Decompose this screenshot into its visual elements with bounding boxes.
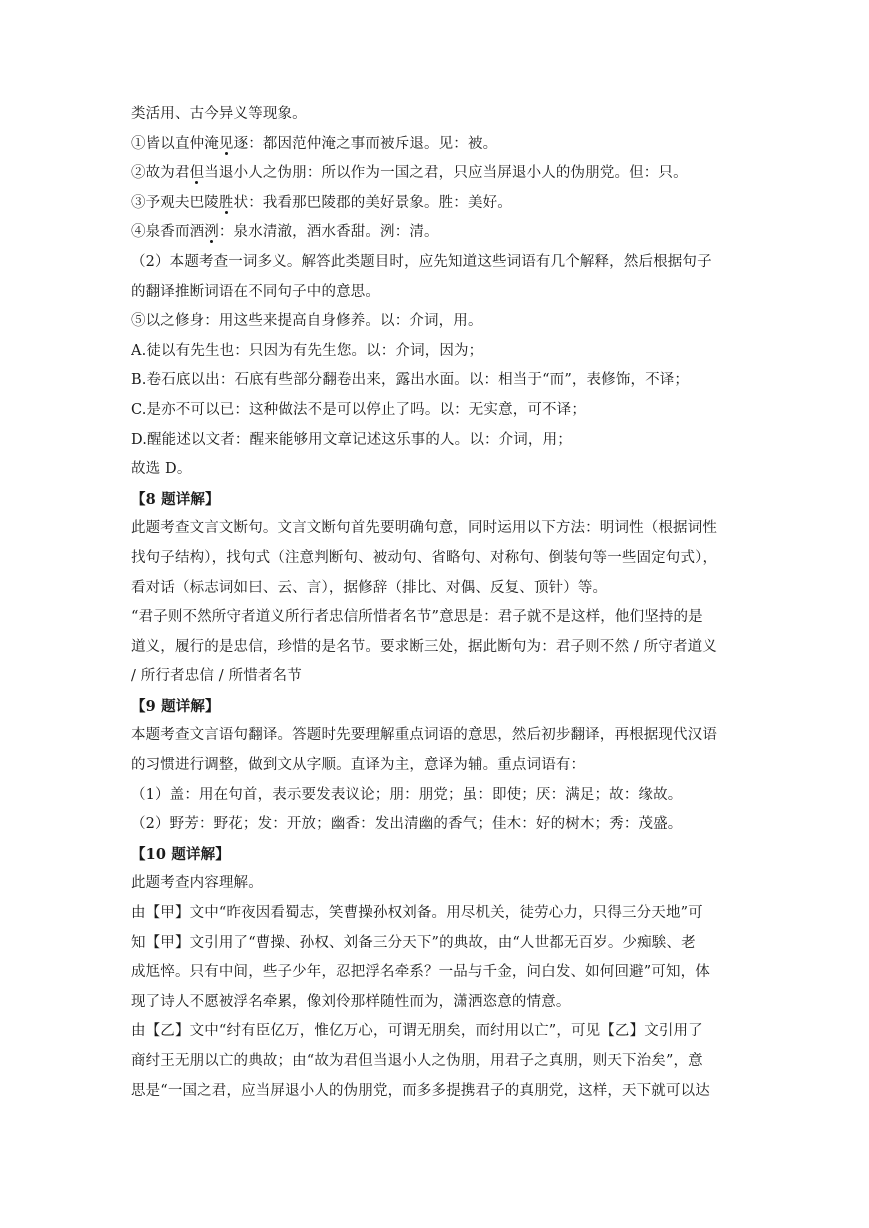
text-line-30: 成尪悴。只有中间，些子少年，忍把浮名牵系？一品与千金，问白发、如何回避”可知，体 xyxy=(131,964,710,981)
text-line-16: 找句子结构），找句式（注意判断句、被动句、省略句、对称句、倒装句等一些固定句式）， xyxy=(131,549,718,566)
text-line-3: ②故为君但当退小人之伪朋：所以作为一国之君，只应当屏退小人的伪朋党。但：只。 xyxy=(131,165,688,182)
text-line-28: 由【甲】文中“昨夜因看蜀志，笑曹操孙权刘备。用尽机关，徒劳心力，只得三分天地”可 xyxy=(131,905,703,922)
section-heading-9: 【9 题详解】 xyxy=(131,697,220,715)
text-line-24: （1）盖：用在句首，表示要发表议论；朋：朋党；虽：即使；厌：满足；故：缘故。 xyxy=(131,786,683,803)
text-line-10: B.卷石底以出：石底有些部分翻卷出来，露出水面。以：相当于“而”，表修饰，不译； xyxy=(131,372,690,389)
text-line-9: A.徒以有先生也：只因为有先生您。以：介词，因为； xyxy=(131,342,484,359)
section-heading-8: 【8 题详解】 xyxy=(131,490,220,508)
text-line-7: 的翻译推断词语在不同句子中的意思。 xyxy=(131,283,381,300)
text-line-22: 本题考查文言语句翻译。答题时先要理解重点词语的意思，然后初步翻译，再根据现代汉语 xyxy=(131,727,717,744)
text-line-5: ④泉香而酒洌：泉水清澈，酒水香甜。洌：清。 xyxy=(131,224,439,241)
text-line-4: ③予观夫巴陵胜状：我看那巴陵郡的美好景象。胜：美好。 xyxy=(131,194,512,211)
text-line-2: ①皆以直仲淹见逐：都因范仲淹之事而被斥退。见：被。 xyxy=(131,135,498,152)
emphasis-dot-char: 见 xyxy=(218,135,234,152)
text-line-15: 此题考查文言文断句。文言文断句首先要明确句意，同时运用以下方法：明词性（根据词性 xyxy=(131,520,717,537)
text-line-19: 道义，履行的是忠信，珍惜的是名节。要求断三处，据此断句为：君子则不然 / 所守者道义 xyxy=(131,638,717,655)
text-line-1: 类活用、古今异义等现象。 xyxy=(131,106,307,122)
text-line-27: 此题考查内容理解。 xyxy=(131,875,263,892)
section-heading-10: 【10 题详解】 xyxy=(131,845,230,863)
text-line-34: 思是“一国之君，应当屏退小人的伪朋党，而多多提携君子的真朋党，这样，天下就可以达 xyxy=(131,1082,710,1099)
text-line-17: 看对话（标志词如曰、云、言），据修辞（排比、对偶、反复、顶针）等。 xyxy=(131,579,608,596)
text-line-31: 现了诗人不愿被浮名牵累，像刘伶那样随性而为，潇洒恣意的情意。 xyxy=(131,993,571,1010)
emphasis-dot-char: 但 xyxy=(189,165,205,182)
emphasis-dot-char: 洌 xyxy=(204,224,219,241)
text-line-29: 知【甲】文引用了“曹操、孙权、刘备三分天下”的典故，由“人世都无百岁。少痴騃、老 xyxy=(131,934,696,951)
emphasis-dot-char: 胜 xyxy=(218,194,234,211)
text-line-12: D.醒能述以文者：醒来能够用文章记述这乐事的人。以：介词，用； xyxy=(131,431,572,448)
text-line-11: C.是亦不可以已：这种做法不是可以停止了吗。以：无实意，可不译； xyxy=(131,401,586,418)
text-line-20: / 所行者忠信 / 所惜者名节 xyxy=(131,668,302,685)
text-line-13: 故选 D。 xyxy=(131,461,192,478)
text-line-6: （2）本题考查一词多义。解答此类题目时，应先知道这些词语有几个解释，然后根据句子 xyxy=(131,253,712,270)
text-line-25: （2）野芳：野花；发：开放；幽香：发出清幽的香气；佳木：好的树木；秀：茂盛。 xyxy=(131,816,683,833)
document-page xyxy=(131,100,743,1106)
text-line-33: 商纣王无朋以亡的典故；由“故为君但当退小人之伪朋，用君子之真朋，则天下治矣”，意 xyxy=(131,1053,703,1069)
text-line-8: ⑤以之修身：用这些来提高自身修养。以：介词，用。 xyxy=(131,313,483,330)
text-line-23: 的习惯进行调整，做到文从字顺。直译为主，意译为辅。重点词语有： xyxy=(131,757,586,774)
text-line-18: “君子则不然所守者道义所行者忠信所惜者名节”意思是：君子就不是这样，他们坚持的是 xyxy=(131,609,703,626)
text-line-32: 由【乙】文中“纣有臣亿万，惟亿万心，可谓无朋矣，而纣用以亡”，可见【乙】文引用了 xyxy=(131,1023,703,1040)
